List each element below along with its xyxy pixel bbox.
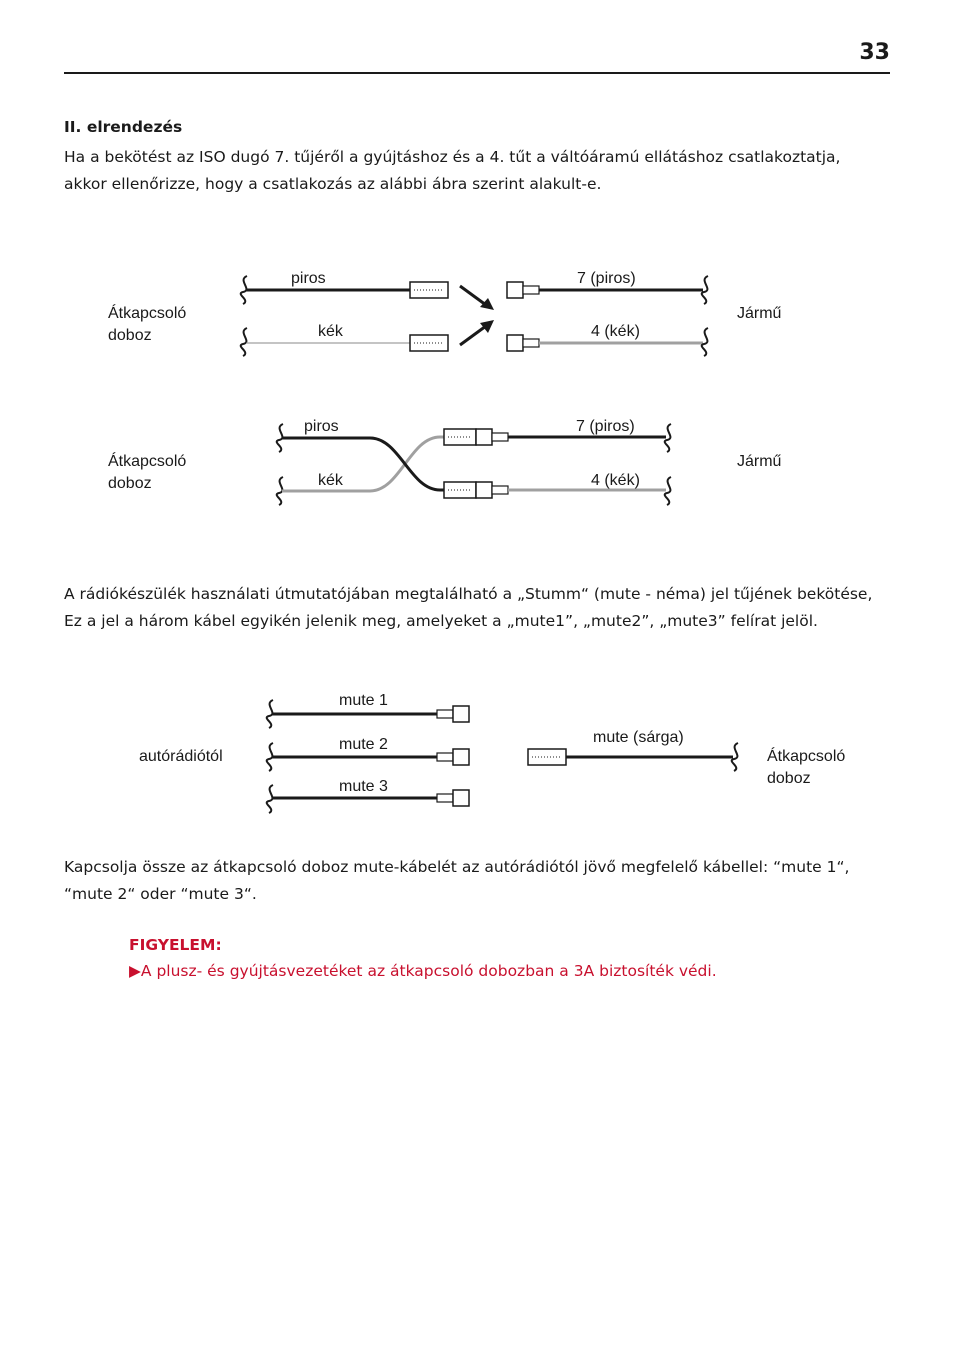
d2-right-label: Jármű (737, 453, 782, 470)
intro-line-1: Ha a bekötést az ISO dugó 7. tűjéről a gyújtáshoz és a 4. tűt a váltóáramú ellátáshoz csatlakoztatja, (64, 148, 841, 166)
intro-line-2: akkor ellenőrizze, hogy a csatlakozás az alábbi ábra szerint alakult-e. (64, 175, 602, 193)
d1-arrow-down-icon (460, 286, 494, 310)
d1-left-label-2: doboz (108, 327, 152, 344)
d1-plug-red (410, 282, 448, 298)
d3-socket-mute1 (437, 706, 469, 722)
d1-left-label-1: Átkapcsoló (108, 305, 187, 322)
d3-socket-mute3 (437, 790, 469, 806)
d1-socket-pin7 (507, 282, 539, 298)
d1-socket-pin4 (507, 335, 539, 351)
d1-wire-red-label: piros (291, 270, 326, 287)
mute-text-line-2: Ez a jel a három kábel egyikén jelenik meg, amelyeket a „mute1”, „mute2”, „mute3” felírat jelöl. (64, 612, 818, 630)
d3-left-label: autórádiótól (139, 748, 223, 765)
d2-connector-bottom (444, 482, 508, 498)
page-number: 33 (859, 40, 890, 65)
d1-right-label: Jármű (737, 305, 782, 322)
wiring-diagram-2 (0, 400, 954, 520)
d3-socket-mute2 (437, 749, 469, 765)
warning-title: FIGYELEM: (129, 936, 222, 954)
connect-text-line-1: Kapcsolja össze az átkapcsoló doboz mute-kábelét az autórádiótól jövő megfelelő kábellel: “mute 1“, (64, 858, 850, 876)
d1-plug-blue (410, 335, 448, 351)
connect-text-line-2: “mute 2“ oder “mute 3“. (64, 885, 257, 903)
d3-mute3-label: mute 3 (339, 778, 388, 795)
d3-right-label-2: doboz (767, 770, 811, 787)
d1-wire-blue-label: kék (318, 323, 343, 340)
header-rule (64, 72, 890, 74)
mute-wiring-diagram (0, 680, 954, 820)
d3-mute-yellow-label: mute (sárga) (593, 729, 684, 746)
d2-wire-blue-label: kék (318, 472, 343, 489)
d2-left-label-2: doboz (108, 475, 152, 492)
d2-pin4-label: 4 (kék) (591, 472, 640, 489)
d3-mute1-label: mute 1 (339, 692, 388, 709)
section-heading: II. elrendezés (64, 118, 183, 136)
d2-connector-top (444, 429, 508, 445)
mute-text-line-1: A rádiókészülék használati útmutatójában megtalálható a „Stumm“ (mute - néma) jel tűjének bekötése, (64, 585, 873, 603)
d2-wire-red-label: piros (304, 418, 339, 435)
d1-pin4-label: 4 (kék) (591, 323, 640, 340)
d1-cable-end-left-bottom (241, 328, 247, 356)
d2-left-label-1: Átkapcsoló (108, 453, 187, 470)
d3-right-label-1: Átkapcsoló (767, 748, 846, 765)
d3-plug-mute-yellow (528, 749, 566, 765)
d3-mute2-label: mute 2 (339, 736, 388, 753)
d2-pin7-label: 7 (piros) (576, 418, 635, 435)
warning-text: ▶A plusz- és gyújtásvezetéket az átkapcsoló dobozban a 3A biztosíték védi. (129, 962, 717, 980)
wiring-diagram-1 (0, 250, 954, 370)
d1-arrow-up-icon (460, 320, 494, 345)
d1-pin7-label: 7 (piros) (577, 270, 636, 287)
